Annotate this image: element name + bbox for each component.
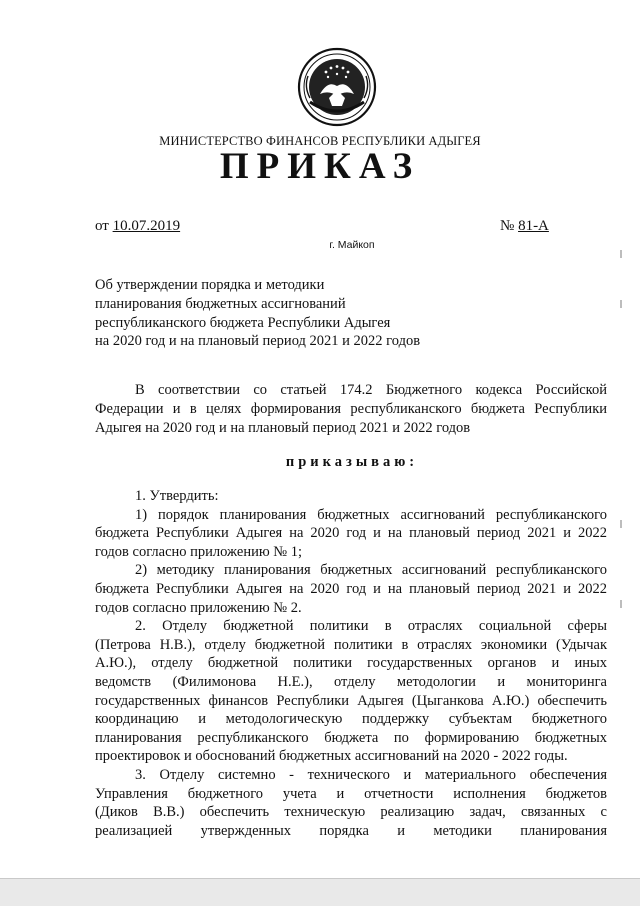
body-line: ведомств (Филимонова Н.Е.), отделу методологии и мониторинга <box>95 673 607 690</box>
body-line: (Петрова Н.В.), отделу бюджетной политики в отраслях экономики (Удычак <box>95 636 607 653</box>
subject-line: Об утверждении порядка и методики <box>95 277 325 293</box>
body-line: (Диков В.В.) обеспечить техническую реализацию задач, связанных с <box>95 804 607 821</box>
body-line: 3. Отделу системно - технического и материального обеспечения <box>135 766 607 783</box>
body-line: А.Ю.), отделу бюджетной политики государственных органов и иных <box>95 655 607 672</box>
body-line: годов согласно приложению № 1; <box>95 543 303 560</box>
document-subject <box>95 276 420 351</box>
scan-mark <box>620 520 622 528</box>
body-line: проектировок и обоснований бюджетных ассигнований на 2020 - 2022 годы. <box>95 748 568 765</box>
subject-line: республиканского бюджета Республики Адыгея <box>95 314 391 331</box>
number-value: 81-А <box>518 218 549 234</box>
document-date <box>95 218 180 235</box>
body-line: бюджета Республики Адыгея на 2020 год и на плановый период 2021 и 2022 <box>95 525 607 542</box>
preamble-line: Адыгея на 2020 год и на плановый период 2021 и 2022 годов <box>95 420 471 436</box>
subject-line: планирования бюджетных ассигнований <box>95 295 346 312</box>
date-prefix: от <box>95 218 109 234</box>
order-body <box>95 487 607 840</box>
body-line: реализацией утвержденных порядка и методики планирования <box>95 822 607 839</box>
body-line: 1. Утвердить: <box>135 488 219 504</box>
scan-footer-strip <box>0 878 640 906</box>
coat-of-arms-icon <box>296 46 378 128</box>
body-line: координацию и методологическую поддержку субъектам бюджетного <box>95 711 607 728</box>
document-city: г. Майкоп <box>329 239 375 251</box>
preamble <box>95 381 607 438</box>
body-line: планирования республиканского бюджета по формированию бюджетных <box>95 729 607 746</box>
scan-mark <box>620 600 622 608</box>
document-title: ПРИКАЗ <box>219 146 421 187</box>
document-number <box>500 218 549 235</box>
body-line: государственных финансов Республики Адыгея (Цыганкова А.Ю.) обеспечить <box>95 692 607 709</box>
body-line: бюджета Республики Адыгея на 2020 год и на плановый период 2021 и 2022 <box>95 580 607 597</box>
date-value: 10.07.2019 <box>112 218 181 234</box>
body-line: 2. Отделу бюджетной политики в отраслях социальной сферы <box>135 618 607 635</box>
body-line: Управления бюджетного учета и отчетности исполнения бюджетов <box>95 785 607 802</box>
body-line: 1) порядок планирования бюджетных ассигнований республиканского <box>135 506 607 523</box>
preamble-line: В соответствии со статьей 174.2 Бюджетного кодекса Российской <box>135 382 607 398</box>
preamble-line: Федерации и в целях формирования республиканского бюджета Республики <box>95 401 607 417</box>
number-prefix: № <box>500 218 515 234</box>
body-line: годов согласно приложению № 2. <box>95 599 302 616</box>
scan-mark <box>620 250 622 258</box>
ministry-name: МИНИСТЕРСТВО ФИНАНСОВ РЕСПУБЛИКИ АДЫГЕЯ <box>159 134 481 148</box>
body-line: 2) методику планирования бюджетных ассигнований республиканского <box>135 562 607 579</box>
subject-line: на 2020 год и на плановый период 2021 и 2022 годов <box>95 333 421 350</box>
order-word: приказываю: <box>285 454 419 470</box>
scan-mark <box>620 300 622 308</box>
